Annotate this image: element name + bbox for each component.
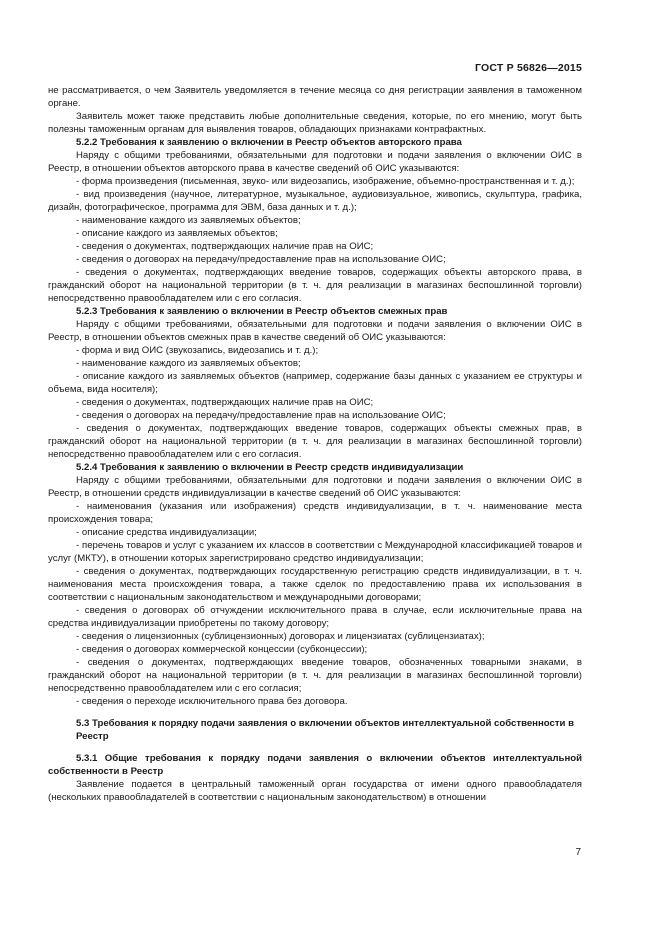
- list-item: - наименование каждого из заявляемых объектов;: [76, 215, 301, 226]
- section-heading-5-3-1: 5.3.1 Общие требования к порядку подачи заявления о включении объектов интеллектуальной собственности в Реестр: [48, 753, 582, 777]
- list-item: - сведения о договорах на передачу/предоставление прав на использование ОИС;: [76, 410, 446, 421]
- list-item: - вид произведения (научное, литературное, музыкальное, аудиовизуальное, живопись, скульптура, графика, дизайн, фотографическое, программа для ЭВМ, база данных и т. д.);: [48, 189, 582, 213]
- list-item: - описание каждого из заявляемых объектов;: [76, 228, 278, 239]
- list-item: - наименования (указания или изображения) средств индивидуализации, в т. ч. наименование места происхождения товара;: [48, 501, 582, 525]
- paragraph: Наряду с общими требованиями, обязательными для подготовки и подачи заявления о включении ОИС в Реестр, в отношении средств индивидуализации в качестве сведений об ОИС указываются:: [48, 475, 582, 499]
- list-item: - описание средства индивидуализации;: [76, 527, 257, 538]
- document-body: [48, 84, 582, 804]
- list-item: - форма и вид ОИС (звукозапись, видеозапись и т. д.);: [76, 345, 319, 356]
- paragraph: Наряду с общими требованиями, обязательными для подготовки и подачи заявления о включении ОИС в Реестр, в отношении объектов авторского права в качестве сведений об ОИС указываются:: [48, 150, 582, 174]
- page-number: 7: [575, 847, 581, 858]
- list-item: - сведения о документах, подтверждающих введение товаров, обозначенных товарными знаками, в гражданский оборот на национальной территории (в т. ч. для реализации в магазинах беспошлинной торговли) непосредственно правообладателем или с его согласия;: [48, 657, 582, 694]
- list-item: - сведения о документах, подтверждающих государственную регистрацию средств индивидуализации, в т. ч. наименования места происхождения товара, а также сделок по предоставлению права их использования в соответствии с национальным законодательством и международными договорами;: [48, 566, 582, 603]
- list-item: - сведения о документах, подтверждающих наличие прав на ОИС;: [76, 241, 374, 252]
- section-heading-5-2-2: 5.2.2 Требования к заявлению о включении в Реестр объектов авторского права: [76, 137, 462, 148]
- list-item: - сведения о документах, подтверждающих введение товаров, содержащих объекты авторского права, в гражданский оборот на национальной территории (в т. ч. для реализации в магазинах беспошлинной торговли) непосредственно правообладателем или с его согласия.: [48, 267, 582, 304]
- list-item: - сведения о переходе исключительного права без договора.: [76, 696, 348, 707]
- list-item: - сведения о договорах коммерческой концессии (субконцессии);: [76, 644, 368, 655]
- spacer: [48, 708, 582, 717]
- section-heading-5-2-4: 5.2.4 Требования к заявлению о включении в Реестр средств индивидуализации: [76, 462, 464, 473]
- list-item: - сведения о документах, подтверждающих наличие прав на ОИС;: [76, 397, 374, 408]
- section-heading-5-3: 5.3 Требования к порядку подачи заявления о включении объектов интеллектуальной собственности в Реестр: [76, 718, 574, 742]
- paragraph: Заявитель может также представить любые дополнительные сведения, которые, по его мнению, могут быть полезны таможенным органам для выявления товаров, обладающих признаками контрафактных.: [48, 111, 582, 135]
- standard-id: ГОСТ Р 56826—2015: [474, 62, 582, 74]
- list-item: - описание каждого из заявляемых объектов (например, содержание базы данных с указанием ее структуры и объема, вида носителя);: [48, 371, 582, 395]
- paragraph: не рассматривается, о чем Заявитель уведомляется в течение месяца со дня регистрации заявления в таможенном органе.: [48, 85, 582, 109]
- section-heading-5-2-3: 5.2.3 Требования к заявлению о включении в Реестр объектов смежных прав: [76, 306, 448, 317]
- list-item: - сведения о договорах на передачу/предоставление прав на использование ОИС;: [76, 254, 446, 265]
- list-item: - наименование каждого из заявляемых объектов;: [76, 358, 301, 369]
- spacer: [48, 743, 582, 752]
- list-item: - сведения о договорах об отчуждении исключительного права в случае, если исключительные права на средства индивидуализации приобретены по такому договору;: [48, 605, 582, 629]
- paragraph: Наряду с общими требованиями, обязательными для подготовки и подачи заявления о включении ОИС в Реестр, в отношении объектов смежных прав в качестве сведений об ОИС указываются:: [48, 319, 582, 343]
- paragraph: Заявление подается в центральный таможенный орган государства от имени одного правообладателя (нескольких правообладателей в соответствии с национальным законодательством) в отношении: [48, 779, 582, 803]
- list-item: - сведения о документах, подтверждающих введение товаров, содержащих объекты смежных прав, в гражданский оборот на национальной территории (в т. ч. для реализации в магазинах беспошлинной торговли) непосредственно правообладателем или с его согласия.: [48, 423, 582, 460]
- list-item: - перечень товаров и услуг с указанием их классов в соответствии с Международной классификацией товаров и услуг (МКТУ), в отношении которых зарегистрировано средство индивидуализации;: [48, 540, 582, 564]
- list-item: - сведения о лицензионных (сублицензионных) договорах и лицензиатах (сублицензиатах);: [76, 631, 485, 642]
- list-item: - форма произведения (письменная, звуко- или видеозапись, изображение, объемно-пространственная и т. д.);: [76, 176, 575, 187]
